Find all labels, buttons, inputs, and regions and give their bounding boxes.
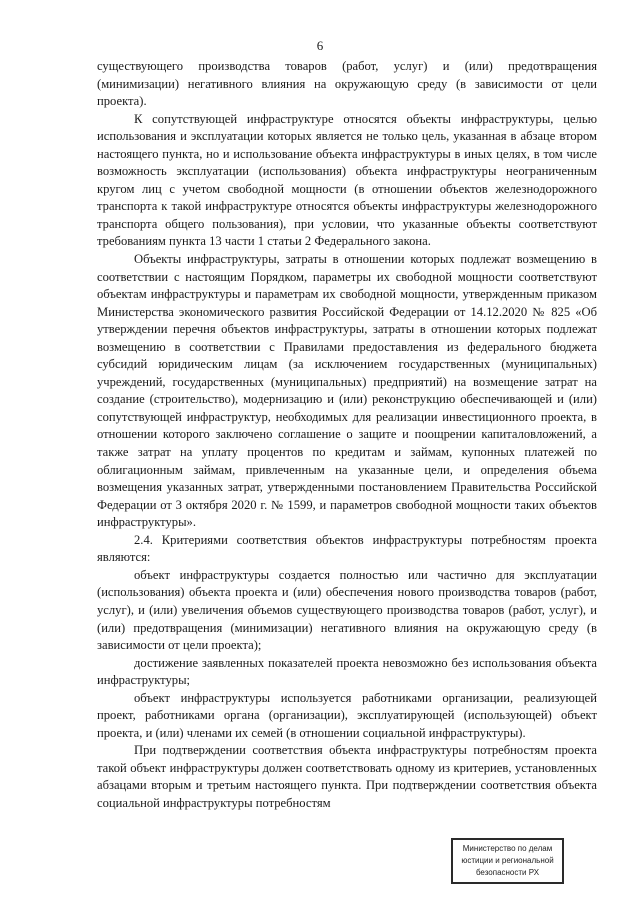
criteria-item-3: объект инфраструктуры используется работниками организации, реализующей проект, работниками органа (организации), эксплуатирующей (использующей) объект проекта, и (или) членами их семей (в отношении социальной инфраструктуры). bbox=[97, 690, 597, 740]
stamp-line-1: Министерство по делам bbox=[462, 844, 553, 853]
stamp-line-2: юстиции и региональной bbox=[461, 856, 554, 865]
criteria-item-1: объект инфраструктуры создается полностью или частично для эксплуатации (использования) объекта проекта и (или) обеспечения нового производства товаров (работ, услуг), и (или) увеличения объемов существующего производства товаров (работ, услуг), и (или) предотвращения (минимизации) негативного влияния на окружающую среду (в зависимости от цели проекта); bbox=[97, 567, 597, 653]
paragraph-related-infrastructure: К сопутствующей инфраструктуре относятся объекты инфраструктуры, целью использования и эксплуатации которых является не только цель, указанная в абзаце втором настоящего пункта, но и использование объекта инфраструктуры в иных целях, в том числе возможность эксплуатации (использования) объекта инфраструктуры неограниченным кругом лиц с учетом свободной мощности (в отношении объектов железнодорожного транспорта к такой инфраструктуре относятся объекты инфраструктуры железнодорожного транспорта общего пользования), при условии, что указанные объекты соответствуют требованиям пункта 13 части 1 статьи 2 Федерального закона. bbox=[97, 111, 597, 249]
paragraph-criteria-heading: 2.4. Критериями соответствия объектов инфраструктуры потребностям проекта являются: bbox=[97, 532, 597, 565]
registration-stamp bbox=[451, 838, 564, 884]
paragraph-infrastructure-objects: Объекты инфраструктуры, затраты в отношении которых подлежат возмещению в соответствии с настоящим Порядком, параметры их свободной мощности соответствуют объектам инфраструктуры и параметрам их свободной мощности, утвержденным приказом Министерства экономического развития Российской Федерации от 14.12.2020 № 825 «Об утверждении перечня объектов инфраструктуры, затраты в отношении которых подлежат возмещению в соответствии с Правилами предоставления из федерального бюджета субсидий юридическим лицам (за исключением государственных (муниципальных) учреждений, государственных (муниципальных) предприятий) на возмещение затрат на создание (строительство), модернизацию и (или) реконструкцию обеспечивающей и (или) сопутствующей инфраструктур, необходимых для реализации инвестиционного проекта, в отношении которого заключено соглашение о защите и поощрении капиталовложений, а также затрат на уплату процентов по кредитам и займам, купонных платежей по облигационным займам, привлеченным на указанные цели, и определения объема возмещения указанных затрат, утвержденными постановлением Правительства Российской Федерации от 3 октября 2020 г. № 1599, и параметров свободной мощности таких объектов инфраструктуры». bbox=[97, 252, 597, 530]
criteria-item-2: достижение заявленных показателей проекта невозможно без использования объекта инфраструктуры; bbox=[97, 655, 597, 688]
paragraph-continuation: существующего производства товаров (работ, услуг) и (или) предотвращения (минимизации) негативного влияния на окружающую среду (в зависимости от цели проекта). bbox=[97, 59, 597, 109]
stamp-line-3: безопасности РХ bbox=[475, 868, 540, 877]
page-number: 6 bbox=[316, 38, 324, 53]
paragraph-confirmation: При подтверждении соответствия объекта инфраструктуры потребностям проекта такой объект инфраструктуры должен соответствовать одному из критериев, установленных абзацами вторым и третьим настоящего пункта. При подтверждении соответствия объекта социальной инфраструктуры потребностям bbox=[97, 743, 597, 810]
document-body bbox=[97, 58, 597, 813]
